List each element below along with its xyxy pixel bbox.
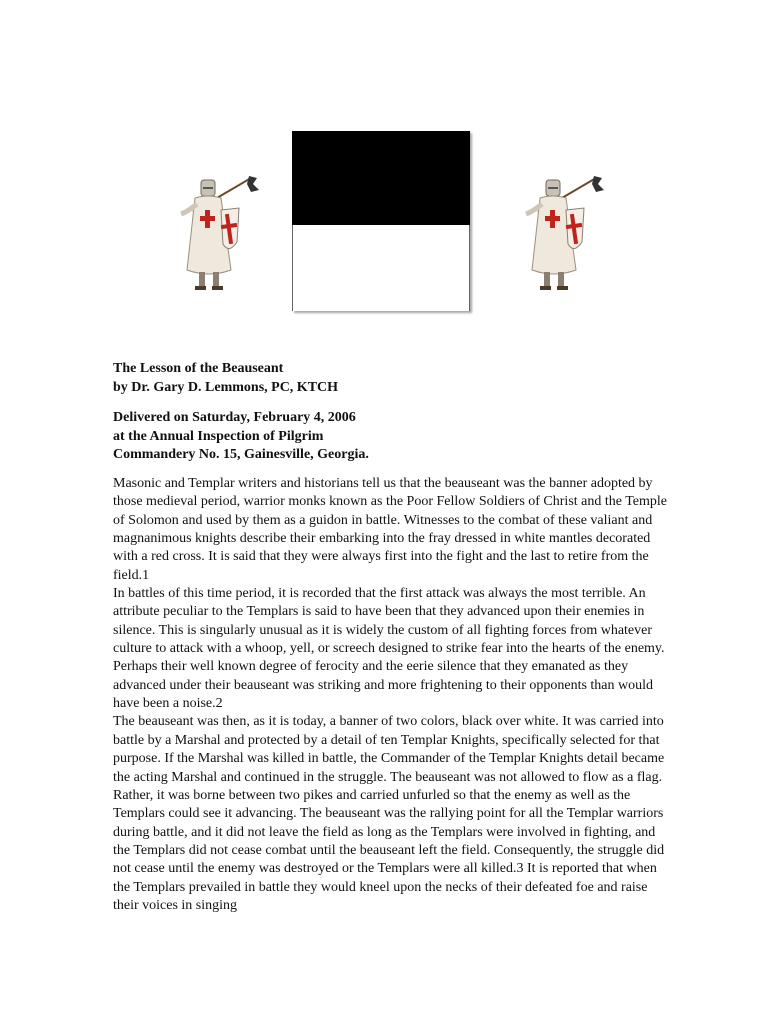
delivery-line: Commandery No. 15, Gainesville, Georgia.	[113, 447, 369, 462]
banner-black-half	[292, 131, 470, 225]
document-title: The Lesson of the Beauseant	[113, 361, 284, 376]
templar-knight-icon	[510, 172, 610, 292]
body-paragraph: The beauseant was then, as it is today, a banner of two colors, black over white. It was carried into battle by a Marshal and protected by a detail of ten Templar Knights, specifically selected for that purpose. If the Marshal was killed in battle, the Commander of the Templar Knights detail became the acting Marshal and continued in the struggle. The beauseant was not allowed to flow as a flag. Rather, it was borne between two pikes and carried unfurled so that the enemy as well as the Templars could see it advancing. The beauseant was the rallying point for all the Templar warriors during battle, and it did not leave the field as long as the Templars were involved in fighting, and the Templars did not cease combat until the beauseant left the field. Consequently, the struggle did not cease until the enemy was destroyed or the Templars were all killed.3 It is reported that when the Templars prevailed in battle they would kneel upon the necks of their defeated foe and raise their voices in singing	[113, 714, 665, 913]
banner-edge	[292, 225, 293, 311]
banner-edge	[469, 225, 470, 311]
delivery-block	[113, 409, 673, 465]
templar-knight-icon	[165, 172, 265, 292]
delivery-line: at the Annual Inspection of Pilgrim	[113, 428, 324, 444]
beauseant-banner-icon	[292, 131, 470, 311]
delivery-line: Delivered on Saturday, February 4, 2006	[113, 410, 356, 425]
body-paragraph: Masonic and Templar writers and historians tell us that the beauseant was the banner adopted by those medieval period, warrior monks known as the Poor Fellow Soldiers of Christ and the Temple of Solomon and used by them as a guidon in battle. Witnesses to the combat of these valiant and magnanimous knights describe their embarking into the fray dressed in white mantles decorated with a red cross. It is said that they were always first into the fight and the last to retire from the field.1	[113, 476, 668, 583]
document-body	[113, 475, 673, 915]
author-line: by Dr. Gary D. Lemmons, PC, KTCH	[113, 379, 339, 395]
body-paragraph: In battles of this time period, it is recorded that the first attack was always the most terrible. An attribute peculiar to the Templars is said to have been that they advanced upon their enemies in silence. This is singularly unusual as it is widely the custom of all fighting forces from whatever culture to attack with a whoop, yell, or screech designed to strike fear into the hearts of the enemy. Perhaps their well known degree of ferocity and the eerie silence that they emanated as they advanced under their beauseant was striking and more frightening to their opponents than would have been a noise.2	[113, 586, 665, 712]
title-block	[113, 360, 673, 397]
